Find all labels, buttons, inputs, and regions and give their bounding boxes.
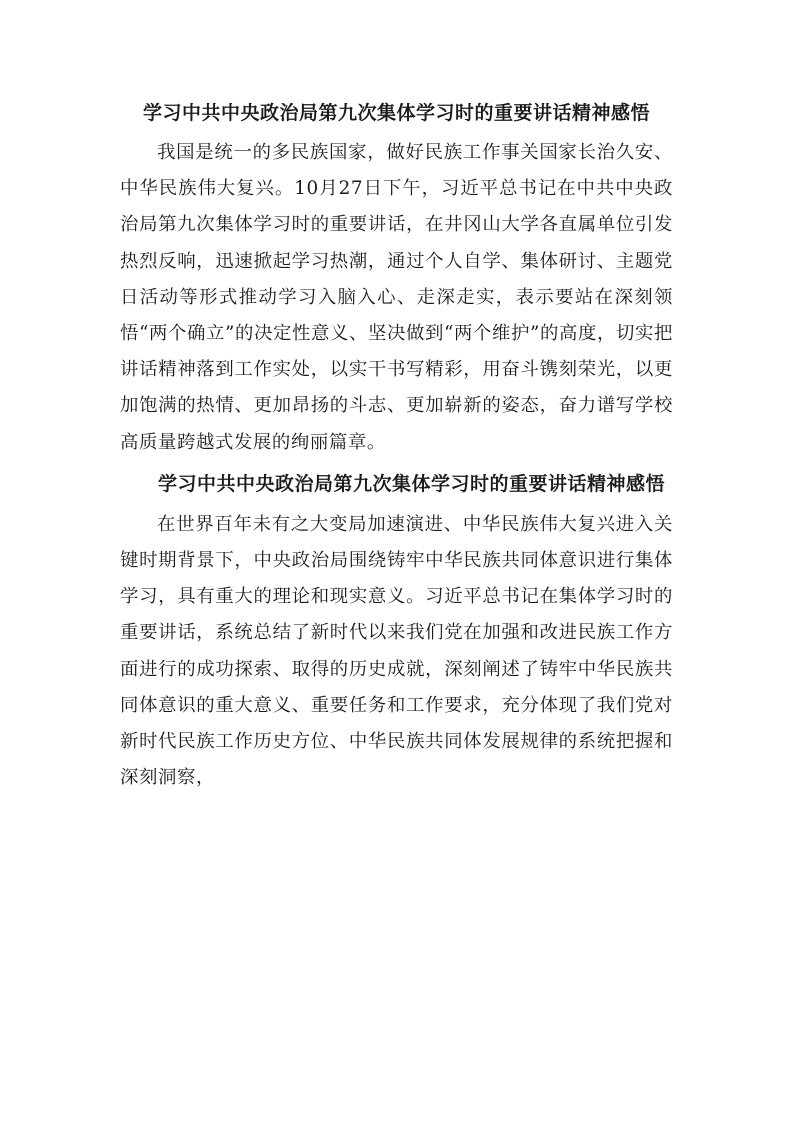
section-title: 学习中共中央政治局第九次集体学习时的重要讲话精神感悟 [158,472,666,495]
section-paragraph: 在世界百年未有之大变局加速演进、中华民族伟大复兴进入关键时期背景下，中央政治局围绕铸牢中华民族共同体意识进行集体学习，具有重大的理论和现实意义。习近平总书记在集体学习时的重要讲话，系统总结了新时代以来我们党在加强和改进民族工作方面进行的成功探索、取得的历史成就，深刻阐述了铸牢中华民族共同体意识的重大意义、重要任务和工作要求，充分体现了我们党对新时代民族工作历史方位、中华民族共同体发展规律的系统把握和深刻洞察， [120,513,673,789]
document-page [120,92,673,796]
intro-paragraph: 我国是统一的多民族国家，做好民族工作事关国家长治久安、中华民族伟大复兴。10月27日下午，习近平总书记在中共中央政治局第九次集体学习时的重要讲话，在井冈山大学各直属单位引发热烈反响，迅速掀起学习热潮，通过个人自学、集体研讨、主题党日活动等形式推动学习入脑入心、走深走实，表示要站在深刻领悟“两个确立”的决定性意义、坚决做到“两个维护”的高度，切实把讲话精神落到工作实处，以实干书写精彩，用奋斗镌刻荣光，以更加饱满的热情、更加昂扬的斗志、更加崭新的姿态，奋力谱写学校高质量跨越式发展的绚丽篇章。 [120,142,673,453]
document-title: 学习中共中央政治局第九次集体学习时的重要讲话精神感悟 [142,102,650,124]
